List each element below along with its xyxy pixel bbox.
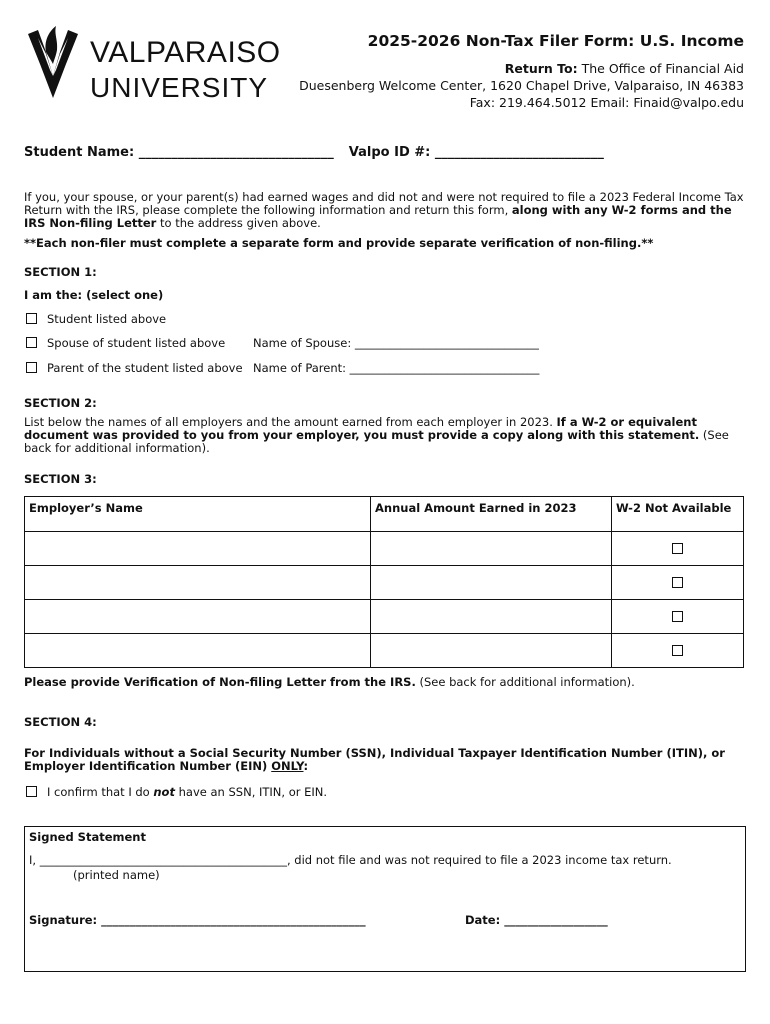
- w2-not-available-checkbox[interactable]: [672, 611, 683, 622]
- employer-table: [24, 496, 744, 668]
- confirm-no-ssn-checkbox[interactable]: [26, 786, 37, 797]
- section2-text-start: List below the names of all employers and the amount earned from each employer in 2023.: [24, 415, 557, 429]
- table-row: [25, 532, 744, 566]
- option-spouse-label: Spouse of student listed above: [47, 336, 226, 350]
- verification-text: (See back for additional information).: [415, 675, 635, 689]
- confirm-not-text: not: [153, 785, 175, 799]
- section2-text: [24, 416, 744, 455]
- amount-cell[interactable]: [371, 566, 612, 600]
- university-logo: [24, 24, 304, 104]
- col-annual-amount: Annual Amount Earned in 2023: [371, 497, 612, 532]
- table-row: [25, 566, 744, 600]
- section3-heading: SECTION 3:: [24, 472, 97, 486]
- intro-bold-text: along with any W-2 forms and the IRS Non-filing Letter: [24, 203, 732, 230]
- table-row: [25, 600, 744, 634]
- option-student: [26, 312, 166, 326]
- col-employer-name: Employer’s Name: [25, 497, 371, 532]
- intro-text-end: to the address given above.: [156, 216, 321, 230]
- table-row: [25, 634, 744, 668]
- section2-bold-text: If a W-2 or equivalent document was provided to you from your employer, you must provide a copy along with this statement.: [24, 415, 700, 442]
- option-student-label: Student listed above: [47, 312, 167, 326]
- student-checkbox[interactable]: [26, 313, 37, 324]
- w2-cell: [612, 634, 744, 668]
- section4-prompt: [24, 747, 744, 773]
- section2-text-end: (See back for additional information).: [24, 428, 729, 455]
- printed-name-caption: (printed name): [73, 868, 160, 882]
- employer-name-cell[interactable]: [25, 532, 371, 566]
- intro-paragraph: [24, 191, 744, 230]
- signed-statement-heading: Signed Statement: [29, 830, 146, 844]
- col-w2-not-available: W-2 Not Available: [612, 497, 744, 532]
- amount-cell[interactable]: [371, 532, 612, 566]
- separate-form-note: **Each non-filer must complete a separate form and provide separate verification of non-filing.**: [24, 236, 654, 250]
- w2-cell: [612, 566, 744, 600]
- confirm-no-ssn: [26, 785, 327, 799]
- verification-bold-text: Please provide Verification of Non-filing Letter from the IRS.: [24, 675, 416, 689]
- w2-not-available-checkbox[interactable]: [672, 543, 683, 554]
- return-to-line: [505, 61, 744, 76]
- table-header-row: [25, 497, 744, 532]
- printed-name-field[interactable]: I, ___________________________________________, did not file and was not required to file a 2023 income tax return.: [29, 853, 672, 867]
- employer-name-cell[interactable]: [25, 634, 371, 668]
- signature-field[interactable]: Signature: ______________________________________________: [29, 913, 366, 927]
- spouse-name-field[interactable]: Name of Spouse: ________________________________: [253, 336, 539, 350]
- flame-logo-icon: [24, 24, 82, 100]
- logo-wordmark-top: VALPARAISO: [90, 36, 281, 69]
- employer-name-cell[interactable]: [25, 600, 371, 634]
- option-parent: [26, 361, 243, 375]
- amount-cell[interactable]: [371, 600, 612, 634]
- section4-colon: :: [303, 759, 309, 773]
- confirm-text: I confirm that I do: [47, 785, 154, 799]
- amount-cell[interactable]: [371, 634, 612, 668]
- w2-cell: [612, 532, 744, 566]
- student-name-field[interactable]: Student Name: ______________________________: [24, 145, 334, 160]
- parent-checkbox[interactable]: [26, 362, 37, 373]
- valpo-id-field[interactable]: Valpo ID #: __________________________: [348, 145, 604, 160]
- w2-cell: [612, 600, 744, 634]
- return-to-label: Return To:: [504, 61, 578, 76]
- w2-not-available-checkbox[interactable]: [672, 577, 683, 588]
- form-title: 2025-2026 Non-Tax Filer Form: U.S. Income: [367, 32, 744, 50]
- section1-prompt: I am the: (select one): [24, 288, 164, 302]
- confirm-text-end: have an SSN, ITIN, or EIN.: [174, 785, 328, 799]
- employer-name-cell[interactable]: [25, 566, 371, 600]
- option-spouse: [26, 336, 225, 350]
- section4-only-text: ONLY: [271, 759, 304, 773]
- intro-text: If you, your spouse, or your parent(s) had earned wages and did not and were not required to file a 2023 Federal Income Tax Return with the IRS, please complete the following information and return this form,: [24, 190, 744, 217]
- section4-heading: SECTION 4:: [24, 715, 97, 729]
- return-to-value: The Office of Financial Aid: [577, 61, 744, 76]
- signed-statement-box: [24, 826, 746, 972]
- section1-heading: SECTION 1:: [24, 265, 97, 279]
- date-field[interactable]: Date: __________________: [465, 913, 608, 927]
- section2-heading: SECTION 2:: [24, 396, 97, 410]
- office-contact: Fax: 219.464.5012 Email: Finaid@valpo.edu: [469, 95, 744, 110]
- student-info-line: [24, 145, 604, 160]
- office-address: Duesenberg Welcome Center, 1620 Chapel Drive, Valparaiso, IN 46383: [299, 78, 744, 93]
- parent-name-field[interactable]: Name of Parent: _________________________________: [253, 361, 540, 375]
- spouse-checkbox[interactable]: [26, 337, 37, 348]
- option-parent-label: Parent of the student listed above: [47, 361, 243, 375]
- w2-not-available-checkbox[interactable]: [672, 645, 683, 656]
- verification-note: [24, 676, 635, 689]
- section4-prompt-text: For Individuals without a Social Security Number (SSN), Individual Taxpayer Identification Number (ITIN), or Employer Identification Number (EIN): [24, 746, 725, 773]
- logo-wordmark-bottom: UNIVERSITY: [90, 72, 269, 103]
